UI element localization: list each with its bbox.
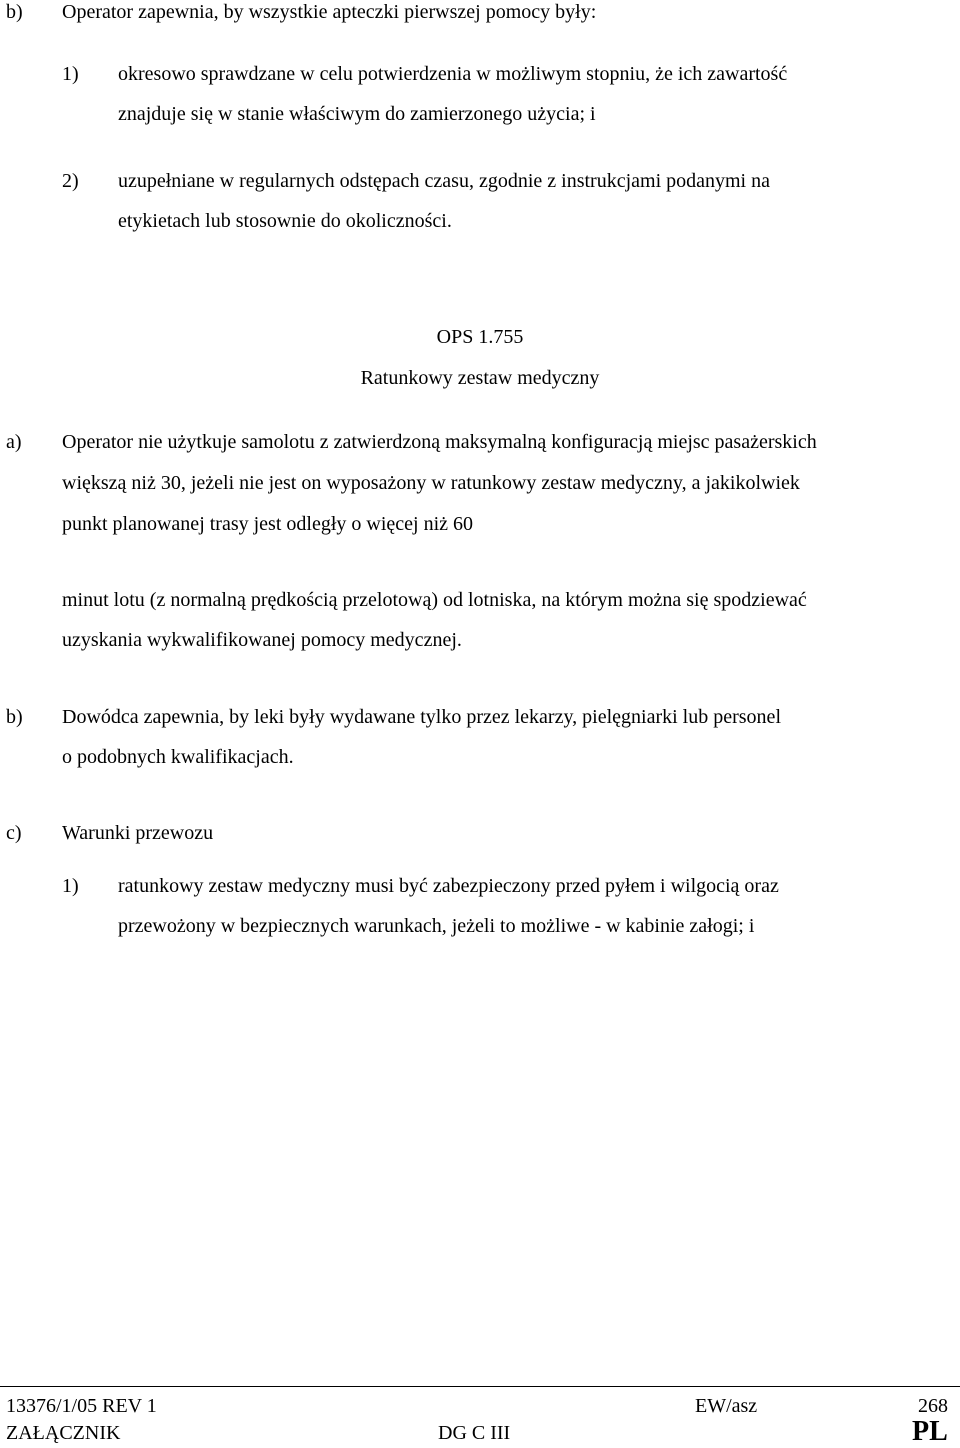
subitem-2-label: 2) (62, 170, 79, 192)
subitem-1-line-1: okresowo sprawdzane w celu potwierdzenia w możliwym stopniu, że ich zawartość (118, 63, 788, 85)
footer-rule (0, 1386, 960, 1387)
item-a-line-1: Operator nie użytkuje samolotu z zatwierdzoną maksymalną konfiguracją miejsc pasażerskich (62, 431, 817, 453)
item-a-line-4: minut lotu (z normalną prędkością przelotową) od lotniska, na którym można się spodziewać (62, 589, 807, 611)
footer-doc-ref: 13376/1/05 REV 1 (6, 1395, 157, 1417)
item-c-label: c) (6, 822, 22, 844)
footer-initials: EW/asz (695, 1395, 758, 1417)
subitem-2-line-2: etykietach lub stosownie do okoliczności. (118, 210, 452, 232)
subitem-c1-label: 1) (62, 875, 79, 897)
subitem-2-line-1: uzupełniane w regularnych odstępach czasu, zgodnie z instrukcjami podanymi na (118, 170, 770, 192)
footer-page-number: 268 (918, 1395, 948, 1417)
item-a-label: a) (6, 431, 22, 453)
item-a-line-2: większą niż 30, jeżeli nie jest on wyposażony w ratunkowy zestaw medyczny, a jakikolwiek (62, 472, 800, 494)
footer-lang: PL (912, 1416, 948, 1447)
section-code: OPS 1.755 (436, 326, 524, 348)
item-b-text: Operator zapewnia, by wszystkie apteczki pierwszej pomocy były: (62, 1, 597, 23)
item-b-label: b) (6, 1, 23, 23)
item-c-text: Warunki przewozu (62, 822, 214, 844)
item-b2-line-1: Dowódca zapewnia, by leki były wydawane tylko przez lekarzy, pielęgniarki lub personel (62, 706, 781, 728)
item-b2-label: b) (6, 706, 23, 728)
item-b2-line-2: o podobnych kwalifikacjach. (62, 746, 294, 768)
subitem-1-label: 1) (62, 63, 79, 85)
footer-dg: DG C III (438, 1422, 511, 1444)
item-a-line-5: uzyskania wykwalifikowanej pomocy medycznej. (62, 629, 462, 651)
subitem-c1-line-1: ratunkowy zestaw medyczny musi być zabezpieczony przed pyłem i wilgocią oraz (118, 875, 779, 897)
subitem-c1-line-2: przewożony w bezpiecznych warunkach, jeżeli to możliwe - w kabinie załogi; i (118, 915, 755, 937)
section-title: Ratunkowy zestaw medyczny (360, 367, 600, 389)
subitem-1-line-2: znajduje się w stanie właściwym do zamierzonego użycia; i (118, 103, 596, 125)
item-a-line-3: punkt planowanej trasy jest odległy o więcej niż 60 (62, 513, 474, 535)
footer-annex: ZAŁĄCZNIK (6, 1422, 121, 1444)
